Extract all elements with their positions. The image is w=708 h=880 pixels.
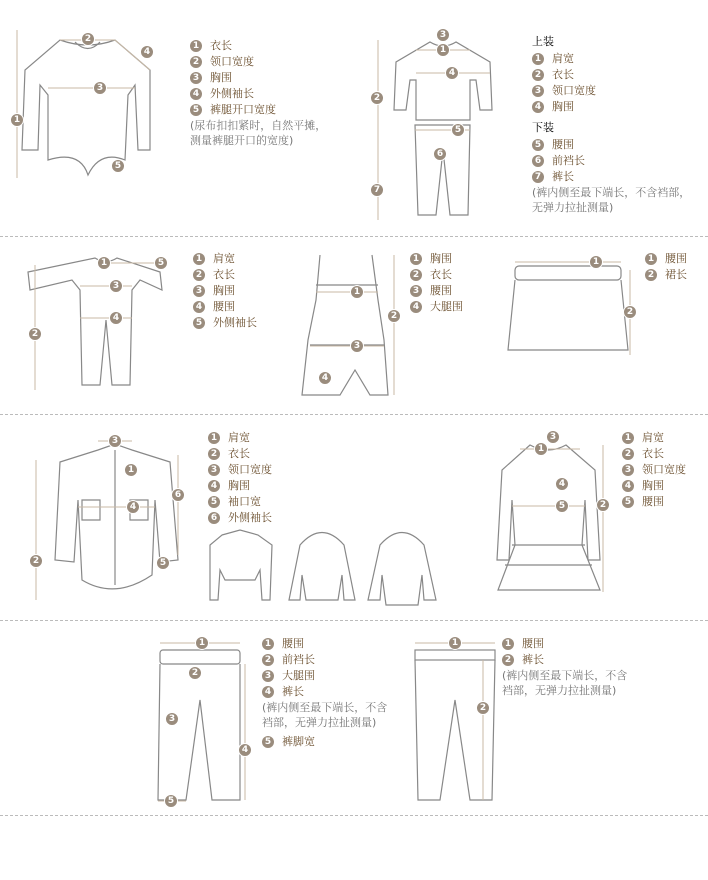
legend-label: 外侧袖长 [210, 87, 254, 100]
legend-item-bodysuit [190, 102, 326, 118]
legend-item-romper [410, 251, 463, 267]
number-badge-icon: 4 [262, 686, 274, 698]
legend-note: (裤内侧至最下端长，不含 [502, 669, 628, 682]
legend-item-leggings [502, 652, 627, 668]
measurement-marker-shirt: 3 [108, 434, 122, 448]
legend-heading-bottom: 下装 [532, 121, 554, 134]
measurement-marker-romper: 2 [387, 309, 401, 323]
number-badge-icon: 5 [262, 736, 274, 748]
measurement-marker-dress: 4 [555, 477, 569, 491]
legend-item-shirt [208, 446, 272, 462]
legend-item-dress [622, 430, 686, 446]
legend-label: 前裆长 [552, 154, 585, 167]
measurement-marker-jumpsuit: 4 [109, 311, 123, 325]
legend-label: 裙长 [665, 268, 687, 281]
number-badge-icon: 2 [262, 654, 274, 666]
legend-label: 外侧袖长 [228, 511, 272, 524]
legend-jumpsuit [193, 251, 257, 331]
legend-item-jumpsuit [193, 299, 257, 315]
legend-item-dress [622, 446, 686, 462]
number-badge-icon: 1 [190, 40, 202, 52]
legend-item-dress [622, 462, 686, 478]
legend-label: 裤长 [552, 170, 574, 183]
number-badge-icon: 5 [208, 496, 220, 508]
legend-item-set [532, 67, 690, 83]
legend-item-romper [410, 283, 463, 299]
legend-label: 腰围 [665, 252, 687, 265]
number-badge-icon: 7 [532, 171, 544, 183]
measurement-marker-dress: 3 [546, 430, 560, 444]
number-badge-icon: 4 [622, 480, 634, 492]
legend-label: 大腿围 [430, 300, 463, 313]
number-badge-icon: 1 [262, 638, 274, 650]
measurement-marker-set: 7 [370, 183, 384, 197]
legend-label: 领口宽度 [642, 463, 686, 476]
legend-note: (裤内侧至最下端长，不含裆部， [532, 186, 691, 199]
legend-label: 肩宽 [552, 52, 574, 65]
separator [0, 236, 708, 237]
number-badge-icon: 4 [410, 301, 422, 313]
legend-label: 领口宽度 [210, 55, 254, 68]
number-badge-icon: 4 [208, 480, 220, 492]
legend-label: 胸围 [228, 479, 250, 492]
legend-item-jeans [262, 684, 387, 700]
measurement-marker-shirt: 2 [29, 554, 43, 568]
measurement-marker-jumpsuit: 2 [28, 327, 42, 341]
legend-item-jeans [262, 636, 387, 652]
legend-label: 胸围 [210, 71, 232, 84]
measurement-marker-set: 2 [370, 91, 384, 105]
legend-item-set [532, 137, 690, 153]
measurement-marker-romper: 4 [318, 371, 332, 385]
number-badge-icon: 5 [193, 317, 205, 329]
number-badge-icon: 1 [193, 253, 205, 265]
number-badge-icon: 4 [190, 88, 202, 100]
legend-set [532, 33, 690, 215]
number-badge-icon: 1 [208, 432, 220, 444]
legend-item-jumpsuit [193, 315, 257, 331]
number-badge-icon: 1 [410, 253, 422, 265]
legend-item-bodysuit [190, 38, 326, 54]
legend-item-jumpsuit [193, 251, 257, 267]
legend-item-skirt [645, 267, 687, 283]
measurement-marker-shirt: 1 [124, 463, 138, 477]
legend-item-romper [410, 267, 463, 283]
legend-label: 胸围 [642, 479, 664, 492]
skirt-drawing [508, 266, 628, 350]
measurement-marker-jumpsuit: 3 [109, 279, 123, 293]
measurement-marker-jumpsuit: 1 [97, 256, 111, 270]
legend-romper [410, 251, 463, 315]
measurement-marker-dress: 5 [555, 499, 569, 513]
measurement-marker-skirt: 1 [589, 255, 603, 269]
legend-heading-top: 上装 [532, 35, 554, 48]
legend-item-jeans [262, 652, 387, 668]
legend-item-jumpsuit [193, 267, 257, 283]
legend-label: 大腿围 [282, 669, 315, 682]
number-badge-icon: 5 [532, 139, 544, 151]
measurement-marker-leggings: 1 [448, 636, 462, 650]
measurement-marker-dress: 2 [596, 498, 610, 512]
legend-label: 领口宽度 [552, 84, 596, 97]
measurement-marker-set: 6 [433, 147, 447, 161]
legend-note: 裆部，无弹力拉扯测量) [262, 716, 377, 729]
number-badge-icon: 1 [622, 432, 634, 444]
legend-label: 腰围 [213, 300, 235, 313]
legend-note: 裆部，无弹力拉扯测量) [502, 684, 617, 697]
number-badge-icon: 6 [532, 155, 544, 167]
legend-item-shirt [208, 494, 272, 510]
measurement-marker-bodysuit: 3 [93, 81, 107, 95]
legend-note: 测量裤腿开口的宽度) [190, 134, 294, 147]
legend-item-romper [410, 299, 463, 315]
legend-bodysuit [190, 38, 326, 148]
legend-skirt [645, 251, 687, 283]
number-badge-icon: 2 [645, 269, 657, 281]
legend-label: 胸围 [552, 100, 574, 113]
legend-item-skirt [645, 251, 687, 267]
number-badge-icon: 3 [193, 285, 205, 297]
measurement-marker-leggings: 2 [476, 701, 490, 715]
set-drawing [394, 42, 492, 215]
number-badge-icon: 2 [193, 269, 205, 281]
measurement-marker-jeans: 3 [165, 712, 179, 726]
number-badge-icon: 3 [410, 285, 422, 297]
legend-item-bodysuit [190, 70, 326, 86]
separator [0, 414, 708, 415]
legend-label: 腰围 [642, 495, 664, 508]
number-badge-icon: 3 [190, 72, 202, 84]
legend-item-jeans [262, 734, 387, 750]
separator [0, 620, 708, 621]
number-badge-icon: 1 [645, 253, 657, 265]
measurement-marker-shirt: 5 [156, 556, 170, 570]
legend-label: 腰围 [522, 637, 544, 650]
legend-label: 腰围 [552, 138, 574, 151]
legend-label: 裤长 [282, 685, 304, 698]
legend-label: 衣长 [210, 39, 232, 52]
legend-label: 外侧袖长 [213, 316, 257, 329]
measurement-marker-bodysuit: 2 [81, 32, 95, 46]
measurement-marker-set: 4 [445, 66, 459, 80]
legend-item-shirt [208, 510, 272, 526]
measurement-marker-shirt: 4 [126, 500, 140, 514]
legend-note: 无弹力拉扯测量) [532, 201, 614, 214]
legend-item-bodysuit [190, 54, 326, 70]
legend-item-set [532, 169, 690, 185]
legend-item-dress [622, 478, 686, 494]
measurement-marker-bodysuit: 1 [10, 113, 24, 127]
number-badge-icon: 3 [262, 670, 274, 682]
legend-item-set [532, 99, 690, 115]
legend-note: (尿布扣扣紧时，自然平摊， [190, 119, 327, 132]
legend-leggings [502, 636, 627, 698]
measurement-marker-jumpsuit: 5 [154, 256, 168, 270]
measurement-marker-bodysuit: 4 [140, 45, 154, 59]
legend-label: 衣长 [213, 268, 235, 281]
measurement-marker-set: 5 [451, 123, 465, 137]
legend-shirt [208, 430, 272, 526]
legend-item-leggings [502, 636, 627, 652]
measurement-marker-set: 3 [436, 28, 450, 42]
legend-label: 裤腿开口宽度 [210, 103, 276, 116]
legend-item-shirt [208, 462, 272, 478]
romper-drawing [302, 255, 388, 395]
legend-label: 胸围 [213, 284, 235, 297]
number-badge-icon: 5 [190, 104, 202, 116]
legend-item-shirt [208, 478, 272, 494]
jumpsuit-drawing [28, 258, 162, 385]
number-badge-icon: 2 [208, 448, 220, 460]
legend-item-shirt [208, 430, 272, 446]
measurement-marker-jeans: 5 [164, 794, 178, 808]
legend-label: 胸围 [430, 252, 452, 265]
legend-label: 领口宽度 [228, 463, 272, 476]
jacket-drawings [210, 530, 436, 605]
number-badge-icon: 3 [208, 464, 220, 476]
measurement-marker-skirt: 2 [623, 305, 637, 319]
number-badge-icon: 1 [502, 638, 514, 650]
legend-label: 肩宽 [228, 431, 250, 444]
legend-label: 衣长 [430, 268, 452, 281]
measurement-marker-bodysuit: 5 [111, 159, 125, 173]
measurement-marker-romper: 3 [350, 339, 364, 353]
legend-label: 肩宽 [213, 252, 235, 265]
measurement-marker-jeans: 1 [195, 636, 209, 650]
legend-label: 前裆长 [282, 653, 315, 666]
legend-label: 肩宽 [642, 431, 664, 444]
number-badge-icon: 2 [622, 448, 634, 460]
number-badge-icon: 3 [622, 464, 634, 476]
legend-dress [622, 430, 686, 510]
legend-label: 衣长 [552, 68, 574, 81]
legend-item-set [532, 153, 690, 169]
legend-label: 腰围 [282, 637, 304, 650]
legend-item-set [532, 51, 690, 67]
legend-item-bodysuit [190, 86, 326, 102]
legend-label: 裤脚宽 [282, 735, 315, 748]
legend-label: 衣长 [642, 447, 664, 460]
legend-item-jeans [262, 668, 387, 684]
legend-item-set [532, 83, 690, 99]
measurement-marker-romper: 1 [350, 285, 364, 299]
number-badge-icon: 2 [532, 69, 544, 81]
legend-item-jumpsuit [193, 283, 257, 299]
legend-item-dress [622, 494, 686, 510]
number-badge-icon: 3 [532, 85, 544, 97]
legend-label: 袖口宽 [228, 495, 261, 508]
bodysuit-drawing [22, 40, 150, 175]
measurement-marker-shirt: 6 [171, 488, 185, 502]
number-badge-icon: 4 [193, 301, 205, 313]
number-badge-icon: 5 [622, 496, 634, 508]
legend-note: (裤内侧至最下端长，不含 [262, 701, 388, 714]
separator [0, 815, 708, 816]
number-badge-icon: 2 [190, 56, 202, 68]
measurement-marker-dress: 1 [534, 442, 548, 456]
number-badge-icon: 6 [208, 512, 220, 524]
legend-label: 腰围 [430, 284, 452, 297]
number-badge-icon: 1 [532, 53, 544, 65]
legend-jeans [262, 636, 387, 750]
number-badge-icon: 2 [502, 654, 514, 666]
dress-drawing [497, 445, 600, 590]
measurement-marker-set: 1 [436, 43, 450, 57]
number-badge-icon: 4 [532, 101, 544, 113]
legend-label: 裤长 [522, 653, 544, 666]
measurement-marker-jeans: 2 [188, 666, 202, 680]
number-badge-icon: 2 [410, 269, 422, 281]
measurement-marker-jeans: 4 [238, 743, 252, 757]
legend-label: 衣长 [228, 447, 250, 460]
